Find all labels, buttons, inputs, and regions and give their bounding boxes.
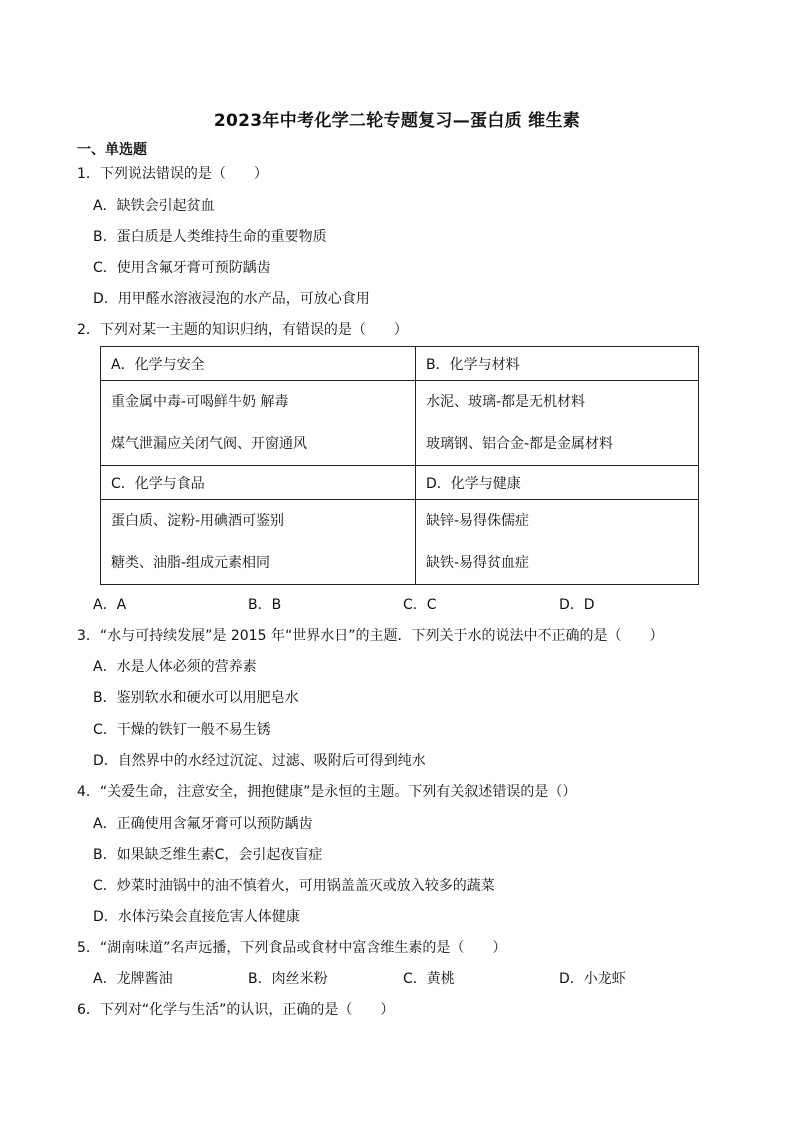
- question-4-option-b[interactable]: B．如果缺乏维生素C，会引起夜盲症: [93, 847, 323, 863]
- question-5-option-b[interactable]: B．肉丝米粉: [248, 971, 328, 987]
- question-4-option-c[interactable]: C．炒菜时油锅中的油不慎着火，可用锅盖盖灭或放入较多的蔬菜: [93, 878, 495, 894]
- table-cell-a-body: [101, 381, 416, 466]
- question-4-option-a[interactable]: A．正确使用含氟牙膏可以预防龋齿: [93, 816, 313, 832]
- table-cell-a-line-1: 重金属中毒-可喝鲜牛奶 解毒: [111, 394, 289, 410]
- table-cell-c-line-1: 蛋白质、淀粉-用碘酒可鉴别: [111, 513, 285, 529]
- table-cell-d-head: D．化学与健康: [416, 466, 699, 500]
- question-1-stem: 1．下列说法错误的是（ ）: [77, 166, 268, 182]
- table-cell-a-line-2: 煤气泄漏应关闭气阀、开窗通风: [111, 436, 307, 452]
- question-1-option-a[interactable]: A．缺铁会引起贫血: [93, 198, 215, 214]
- table-cell-b-body: [416, 381, 699, 466]
- question-5-stem: 5．“湖南味道”名声远播，下列食品或食材中富含维生素的是（ ）: [77, 940, 507, 956]
- question-2-option-c[interactable]: C．C: [403, 597, 437, 613]
- question-5-option-c[interactable]: C．黄桃: [403, 971, 455, 987]
- question-2-option-a[interactable]: A．A: [93, 597, 127, 613]
- knowledge-table: [100, 346, 699, 585]
- question-1-option-c[interactable]: C．使用含氟牙膏可预防龋齿: [93, 260, 271, 276]
- question-5-option-d[interactable]: D．小龙虾: [559, 971, 626, 987]
- question-2-option-b[interactable]: B．B: [248, 597, 282, 613]
- question-3-option-b[interactable]: B．鉴别软水和硬水可以用肥皂水: [93, 690, 299, 706]
- question-1-option-b[interactable]: B．蛋白质是人类维持生命的重要物质: [93, 229, 327, 245]
- table-cell-c-head: C．化学与食品: [101, 466, 416, 500]
- question-2-option-d[interactable]: D．D: [559, 597, 595, 613]
- table-cell-b-line-2: 玻璃钢、铝合金-都是金属材料: [426, 436, 614, 452]
- table-cell-a-head: A．化学与安全: [101, 347, 416, 381]
- table-cell-b-line-1: 水泥、玻璃-都是无机材料: [426, 394, 586, 410]
- question-3-option-a[interactable]: A．水是人体必须的营养素: [93, 659, 257, 675]
- question-3-stem: 3．“水与可持续发展”是 2015 年“世界水日”的主题．下列关于水的说法中不正确的是（ ）: [77, 628, 664, 644]
- question-4-option-d[interactable]: D．水体污染会直接危害人体健康: [93, 909, 300, 925]
- question-5-option-a[interactable]: A．龙牌酱油: [93, 971, 173, 987]
- table-cell-d-body: [416, 500, 699, 585]
- page-title: 2023年中考化学二轮专题复习—蛋白质 维生素: [213, 111, 581, 131]
- table-cell-d-line-2: 缺铁-易得贫血症: [426, 555, 530, 571]
- section-heading: 一、单选题: [77, 142, 147, 158]
- question-4-stem: 4．“关爱生命，注意安全，拥抱健康”是永恒的主题。下列有关叙述错误的是（）: [77, 784, 577, 800]
- question-3-option-d[interactable]: D．自然界中的水经过沉淀、过滤、吸附后可得到纯水: [93, 753, 426, 769]
- question-2-stem: 2．下列对某一主题的知识归纳，有错误的是（ ）: [77, 322, 408, 338]
- table-cell-c-body: [101, 500, 416, 585]
- question-6-stem: 6．下列对“化学与生活”的认识，正确的是（ ）: [77, 1002, 395, 1018]
- question-3-option-c[interactable]: C．干燥的铁钉一般不易生锈: [93, 722, 271, 738]
- table-cell-d-line-1: 缺锌-易得侏儒症: [426, 513, 530, 529]
- question-1-option-d[interactable]: D．用甲醛水溶液浸泡的水产品，可放心食用: [93, 291, 370, 307]
- table-cell-b-head: B．化学与材料: [416, 347, 699, 381]
- table-cell-c-line-2: 糖类、油脂-组成元素相同: [111, 555, 271, 571]
